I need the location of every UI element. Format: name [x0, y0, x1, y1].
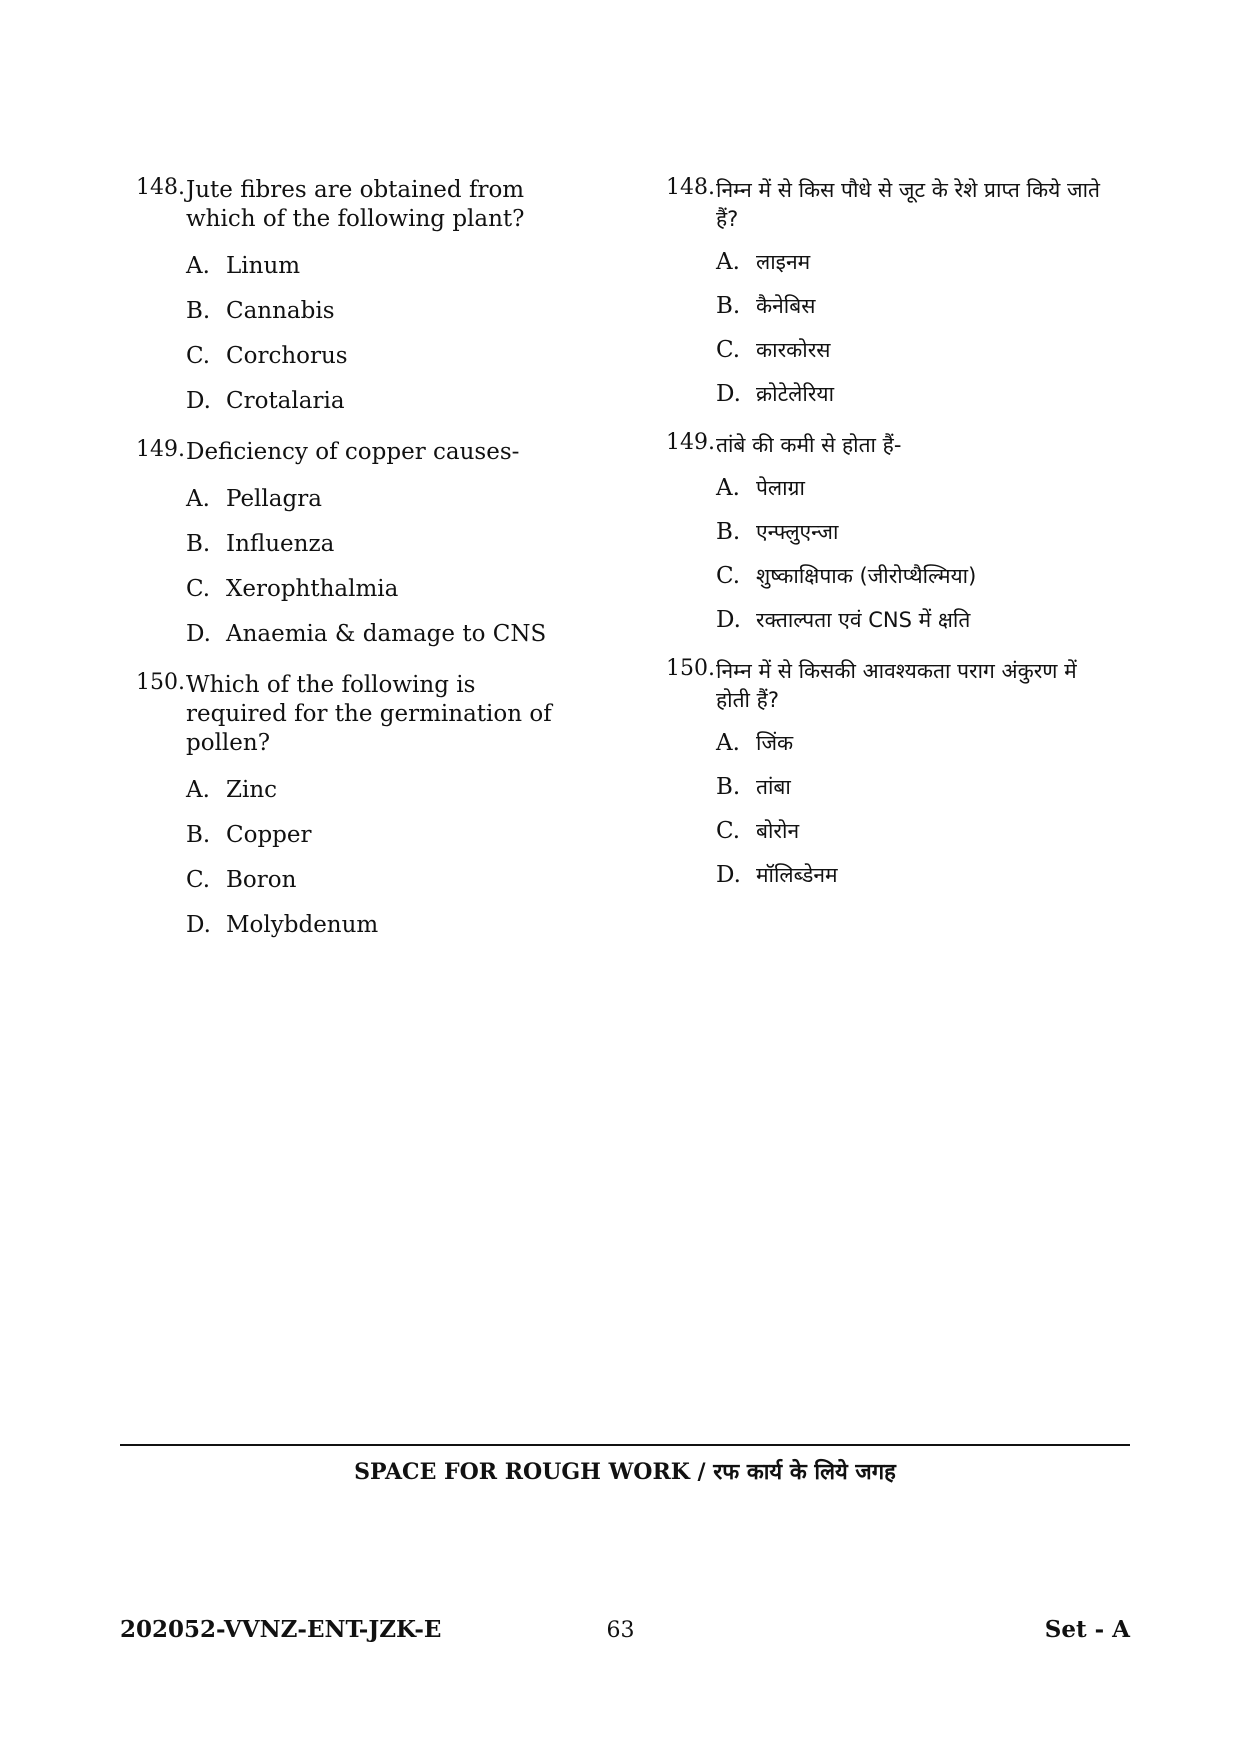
question-148: [666, 176, 1106, 409]
question-number: 150.: [136, 670, 185, 695]
option-d: [716, 380, 1106, 409]
question-text: Which of the following is required for the germination of pollen?: [186, 672, 552, 756]
option-a: [186, 252, 576, 281]
question-148: [136, 176, 576, 416]
option-a: [716, 248, 1106, 277]
question-stem: [136, 671, 576, 758]
options-list: [186, 485, 576, 649]
option-text: कैनेबिस: [756, 294, 816, 318]
question-text: तांबे की कमी से होता हैं-: [716, 433, 902, 457]
option-text: Zinc: [226, 777, 278, 803]
option-text: Molybdenum: [226, 912, 379, 938]
option-c: [186, 866, 576, 895]
option-letter: B.: [186, 822, 211, 848]
option-letter: A.: [716, 475, 740, 501]
option-text: Anaemia & damage to CNS: [226, 621, 547, 647]
option-text: Cannabis: [226, 298, 335, 324]
option-text: मॉलिब्डेनम: [756, 863, 838, 887]
option-letter: D.: [716, 381, 741, 407]
option-letter: D.: [186, 388, 211, 414]
option-text: कारकोरस: [756, 338, 831, 362]
option-letter: C.: [716, 818, 741, 844]
question-stem: [666, 431, 1106, 460]
option-text: Corchorus: [226, 343, 348, 369]
option-text: Crotalaria: [226, 388, 345, 414]
question-stem: [666, 176, 1106, 234]
page-number: 63: [606, 1618, 635, 1643]
option-letter: A.: [716, 249, 740, 275]
option-letter: A.: [186, 253, 210, 279]
options-list: [186, 252, 576, 416]
set-label: Set - A: [1044, 1616, 1130, 1643]
question-number: 150.: [666, 656, 715, 681]
option-b: [186, 530, 576, 559]
option-b: [716, 518, 1106, 547]
option-a: [186, 776, 576, 805]
option-d: [186, 387, 576, 416]
question-stem: [666, 657, 1106, 715]
option-text: Influenza: [226, 531, 335, 557]
question-text: Jute fibres are obtained from which of the following plant?: [186, 177, 525, 232]
option-letter: C.: [186, 343, 211, 369]
options-list: [716, 474, 1106, 635]
option-letter: C.: [716, 337, 741, 363]
option-text: क्रोटेलेरिया: [756, 382, 835, 406]
option-a: [716, 729, 1106, 758]
paper-code: 202052-VVNZ-ENT-JZK-E: [120, 1616, 442, 1643]
option-text: रक्ताल्पता एवं CNS में क्षति: [756, 608, 971, 632]
option-a: [716, 474, 1106, 503]
option-text: Boron: [226, 867, 297, 893]
option-letter: C.: [186, 867, 211, 893]
question-number: 148.: [136, 175, 185, 200]
option-text: एन्फ्लुएन्जा: [756, 520, 839, 544]
option-b: [186, 297, 576, 326]
option-letter: D.: [716, 862, 741, 888]
option-text: लाइनम: [756, 250, 811, 274]
option-d: [716, 861, 1106, 890]
option-letter: B.: [716, 774, 741, 800]
question-150: [136, 671, 576, 940]
option-text: पेलाग्रा: [756, 476, 805, 500]
option-letter: D.: [716, 607, 741, 633]
question-text: निम्न में से किसकी आवश्यकता पराग अंकुरण में होती हैं?: [716, 659, 1077, 712]
english-column: [136, 176, 576, 962]
option-letter: B.: [186, 531, 211, 557]
options-list: [716, 248, 1106, 409]
hindi-column: [666, 176, 1106, 912]
question-149: [136, 438, 576, 649]
question-number: 149.: [136, 437, 185, 462]
question-text: Deficiency of copper causes-: [186, 439, 520, 465]
option-letter: D.: [186, 621, 211, 647]
options-list: [716, 729, 1106, 890]
question-149: [666, 431, 1106, 635]
option-d: [716, 606, 1106, 635]
question-stem: [136, 176, 576, 234]
question-150: [666, 657, 1106, 890]
rough-work-label: SPACE FOR ROUGH WORK / रफ कार्य के लिये जगह: [354, 1459, 896, 1485]
question-number: 149.: [666, 430, 715, 455]
rough-work-divider: [120, 1444, 1130, 1446]
option-letter: B.: [186, 298, 211, 324]
option-b: [186, 821, 576, 850]
option-letter: B.: [716, 519, 741, 545]
option-letter: B.: [716, 293, 741, 319]
option-c: [716, 562, 1106, 591]
option-d: [186, 620, 576, 649]
option-letter: A.: [186, 486, 210, 512]
options-list: [186, 776, 576, 940]
option-text: Pellagra: [226, 486, 322, 512]
option-text: Linum: [226, 253, 301, 279]
option-b: [716, 773, 1106, 802]
option-c: [716, 336, 1106, 365]
option-c: [186, 342, 576, 371]
question-stem: [136, 438, 576, 467]
question-number: 148.: [666, 175, 715, 200]
option-c: [186, 575, 576, 604]
option-a: [186, 485, 576, 514]
option-letter: C.: [186, 576, 211, 602]
option-d: [186, 911, 576, 940]
option-c: [716, 817, 1106, 846]
option-text: शुष्काक्षिपाक (जीरोप्थैल्मिया): [756, 564, 977, 588]
option-text: बोरोन: [756, 819, 800, 843]
option-text: तांबा: [756, 775, 791, 799]
option-b: [716, 292, 1106, 321]
option-letter: A.: [186, 777, 210, 803]
option-letter: D.: [186, 912, 211, 938]
question-text: निम्न में से किस पौधे से जूट के रेशे प्राप्त किये जाते हैं?: [716, 178, 1100, 231]
option-text: Copper: [226, 822, 312, 848]
option-letter: A.: [716, 730, 740, 756]
option-letter: C.: [716, 563, 741, 589]
option-text: जिंक: [756, 731, 794, 755]
option-text: Xerophthalmia: [226, 576, 399, 602]
